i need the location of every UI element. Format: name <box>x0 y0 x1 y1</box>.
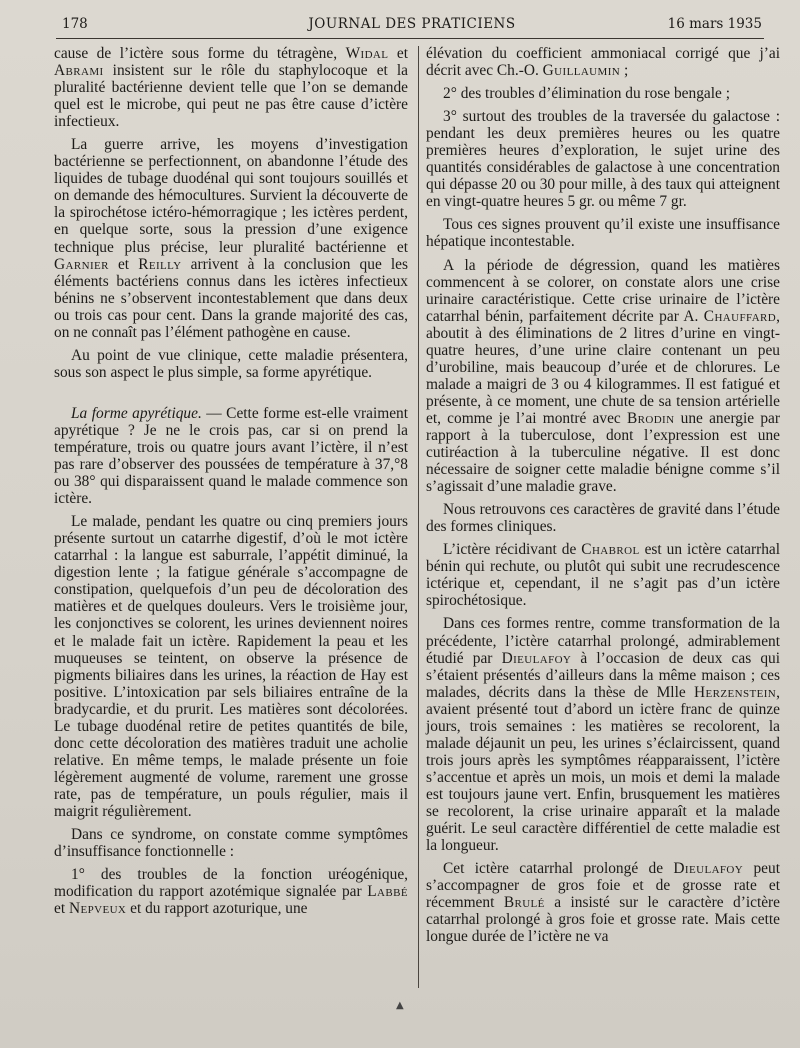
paragraph: cause de l’ictère sous forme du tétragène, Widal et Abrami insistent sur le rôle du staphylocoque et la pluralité bactérienne devient telle que l’on se demande quel est le microbe, qui peut ne pas être cause d’ictère infectieux. <box>54 45 408 131</box>
paragraph: Au point de vue clinique, cette maladie présentera, sous son aspect le plus simple, sa forme apyrétique. <box>54 346 408 381</box>
author-name: Brodin <box>626 409 675 427</box>
paragraph: élévation du coefficient ammoniacal corrigé que j’ai décrit avec Ch.-O. Guillaumin ; <box>426 45 780 80</box>
right-column <box>426 45 780 951</box>
section-heading: La forme apyrétique. <box>71 404 202 422</box>
author-name: Chabrol <box>581 541 640 559</box>
author-name: Dieulafoy <box>501 649 572 667</box>
author-name: Dieulafoy <box>673 860 744 878</box>
paragraph: 1° des troubles de la fonction uréogénique, modification du rapport azotémique signalée par Labbé et Nepveux et du rapport azoturique, une <box>54 866 408 918</box>
paragraph: La forme apyrétique. — Cette forme est-elle vraiment apyrétique ? Je ne le crois pas, car si on prend la température, trois ou quatre jours avant l’ictère, il n’est pas rare d’observer des poussées de température à 37,°8 ou 38° qui disparaissent quand le malade commence son ictère. <box>54 404 408 508</box>
author-name: Herzenstein <box>694 683 777 701</box>
journal-title: JOURNAL DES PRATICIENS <box>308 16 516 32</box>
header-rule <box>56 38 764 39</box>
page-number: 178 <box>62 16 88 32</box>
paragraph: 2° des troubles d’élimination du rose bengale ; <box>443 85 730 103</box>
paragraph: Dans ces formes rentre, comme transformation de la précédente, l’ictère catarrhal prolongé, admirablement étudié par Dieulafoy à l’occasion de deux cas qui s’étaient présentés d’ailleurs dans la même maison ; ces malades, décrits dans la thèse de Mlle Herzenstein, avaient présenté tout d’abord un ictère franc de quinze jours, trois semaines : les matières se recolorent, la malade déjaunit un peu, les urines s’éclaircissent, quand trois jours après les symptômes réapparaissent, l’ictère s’accentue et après un mois, un mois et demi la malade est toujours jaune vert. Enfin, brusquement les matières se recolorent, la crise urinaire apparaît et la malade guérit. Le seul caractère différentiel de cette maladie est la longueur. <box>426 615 780 855</box>
issue-date: 16 mars 1935 <box>667 16 762 32</box>
paragraph: Dans ce syndrome, on constate comme symptômes d’insuffisance fonctionnelle : <box>54 826 408 861</box>
paragraph: Nous retrouvons ces caractères de gravité dans l’étude des formes cliniques. <box>426 501 780 536</box>
paragraph: Le malade, pendant les quatre ou cinq premiers jours présente surtout un catarrhe digestif, d’où le mot ictère catarrhal : la langue est saburrale, l’appétit diminué, la digestion lente ; la fatigue générale s’accompagne de constipation, quelquefois d’un peu de décoloration des matières et de quelques douleurs. Vers le troisième jour, les conjonctives se colorent, les urines deviennent noires et le malade fait un ictère. Rapidement la peau et les muqueuses se teintent, on observe la présence de pigments biliaires dans les urines, la réaction de Hay est positive. L’intoxication par sels biliaires entraîne de la bradycardie, et du prurit. Les matières sont décolorées. Le tubage duodénal retire de petites quantités de bile, donc cette décoloration des matières traduit une acholie relative. En même temps, le malade présente un foie légèrement augmenté de volume, rarement une grosse rate, pas de température, un pouls régulier, mais il maigrit régulièrement. <box>54 513 408 820</box>
paragraph: Tous ces signes prouvent qu’il existe une insuffisance hépatique incontestable. <box>426 216 780 251</box>
paragraph: 3° surtout des troubles de la traversée du galactose : pendant les deux premières heures ou les quatre premières heures d’exploration, le sujet urine des quantités considérables de galactose à une concentration qui dépasse 20 ou 30 pour mille, à des taux qui atteignent en vingt-quatre heures 5 gr. ou même 7 gr. <box>426 108 780 211</box>
left-column <box>54 45 408 923</box>
printer-mark: ▲ <box>396 1000 404 1011</box>
author-name: Abrami <box>54 62 104 80</box>
author-name: Chauffard <box>703 307 777 325</box>
author-name: Brulé <box>503 894 545 912</box>
page-header <box>62 14 762 36</box>
author-name: Garnier <box>54 255 109 273</box>
paragraph: Cet ictère catarrhal prolongé de Dieulafoy peut s’accompagner de gros foie et de grosse rate et récemment Brulé a insisté sur le caractère d’ictère catarrhal prolongé à gros foie et grosse rate. Mais cette longue durée de l’ictère ne va <box>426 860 781 946</box>
author-name: Widal <box>345 45 389 62</box>
paragraph: La guerre arrive, les moyens d’investigation bactérienne se perfectionnent, on abandonne l’étude des liquides de tubage duodénal qui sont toujours souillés et on demande des hémocultures. Survient la découverte de la spirochétose ictéro-hémorragique ; les ictères perdent, en quelque sorte, sous la pression d’une exigence technique plus précise, leur pluralité bactérienne et Garnier et Reilly arrivent à la conclusion que les éléments bactériens connus dans les ictères infectieux bénins ne s’observent incontestablement que dans deux ou trois cas pour cent. Dans la grande majorité des cas, on ne connaît pas l’élément pathogène en cause. <box>54 136 408 341</box>
paragraph: A la période de dégression, quand les matières commencent à se colorer, on constate alors une crise urinaire caractéristique. Cette crise urinaire de l’ictère catarrhal bénin, parfaitement décrite par A. Chauffard, aboutit à des éliminations de 2 litres d’urine en vingt-quatre heures, d’une urine claire contenant un peu d’urobiline, mais beaucoup d’urée et de chlorures. Le malade a maigri de 3 ou 4 kilogrammes. Il est fatigué et présente, à ce moment, une chute de sa tension artérielle et, comme je l’ai montré avec Brodin une anergie par rapport à la tuberculose, dont l’expression est une cutiréaction à la tuberculine négative. Il est donc nécessaire de soigner cette maladie bénigne comme s’il s’agissait d’une maladie grave. <box>426 256 780 496</box>
author-name: Guillaumin <box>542 62 621 80</box>
author-name: Labbé <box>367 883 408 901</box>
column-divider <box>418 46 419 988</box>
paragraph: L’ictère récidivant de Chabrol est un ictère catarrhal bénin qui rechute, ou plutôt qui subit une recrudescence ictérique et, cependant, il ne s’agit pas d’un ictère spirochétosique. <box>426 541 780 610</box>
author-name: Reilly <box>138 255 182 273</box>
author-name: Nepveux <box>68 900 127 918</box>
